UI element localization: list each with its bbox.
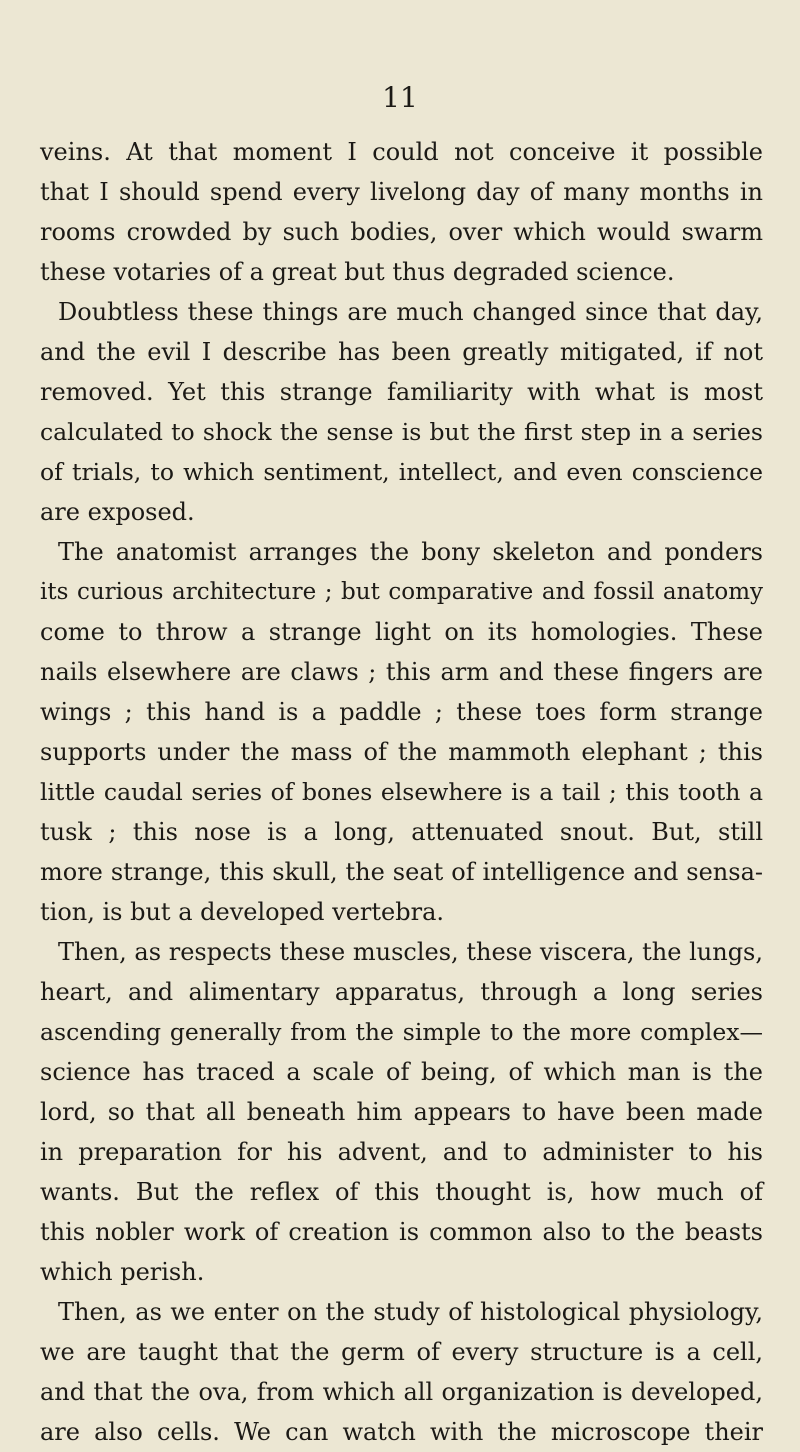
text-line: in preparation for his advent, and to administer to his [40,1138,763,1166]
text-line: tion, is but a developed vertebra. [40,898,445,926]
page-number: 11 [382,81,418,114]
text-line: are also cells. We can watch with the microscope their [40,1418,763,1446]
text-line: calculated to shock the sense is but the first step in a series [40,418,763,446]
text-line: of trials, to which sentiment, intellect, and even conscience [40,458,763,486]
text-line: that I should spend every livelong day of many months in [40,178,763,206]
text-line: its curious architecture ; but comparative and fossil anatomy [40,579,763,605]
text-line: supports under the mass of the mammoth elephant ; this [40,738,763,766]
text-line: removed. Yet this strange familiarity with what is most [40,378,763,406]
text-line: wants. But the reflex of this thought is, how much of [40,1178,763,1206]
text-line: Doubtless these things are much changed since that day, [58,298,763,326]
text-line: Then, as we enter on the study of histological physiology, [58,1298,763,1326]
body-text [40,132,763,1452]
text-line: The anatomist arranges the bony skeleton and ponders [58,538,763,566]
text-line: ascending generally from the simple to the more complex— [40,1018,763,1046]
text-line: science has traced a scale of being, of which man is the [40,1058,763,1086]
text-line: lord, so that all beneath him appears to have been made [40,1098,763,1126]
text-line: are exposed. [40,498,195,526]
text-line: these votaries of a great but thus degraded science. [40,258,675,286]
text-line: little caudal series of bones elsewhere is a tail ; this tooth a [40,778,763,806]
text-line: Then, as respects these muscles, these viscera, the lungs, [58,938,763,966]
text-line: veins. At that moment I could not conceive it possible [40,138,763,166]
text-line: rooms crowded by such bodies, over which would swarm [40,218,763,246]
text-line: more strange, this skull, the seat of intelligence and sensa- [40,858,763,886]
text-line: and the evil I describe has been greatly mitigated, if not [40,338,763,366]
text-line: tusk ; this nose is a long, attenuated snout. But, still [40,818,763,846]
text-line: we are taught that the germ of every structure is a cell, [40,1338,763,1366]
text-line: and that the ova, from which all organization is developed, [40,1378,763,1406]
text-line: heart, and alimentary apparatus, through a long series [40,978,763,1006]
text-line: nails elsewhere are claws ; this arm and these fingers are [40,658,763,686]
text-line: come to throw a strange light on its homologies. These [40,618,763,646]
text-line: which perish. [40,1258,205,1286]
text-line: this nobler work of creation is common also to the beasts [40,1218,763,1246]
text-line: wings ; this hand is a paddle ; these toes form strange [40,698,763,726]
